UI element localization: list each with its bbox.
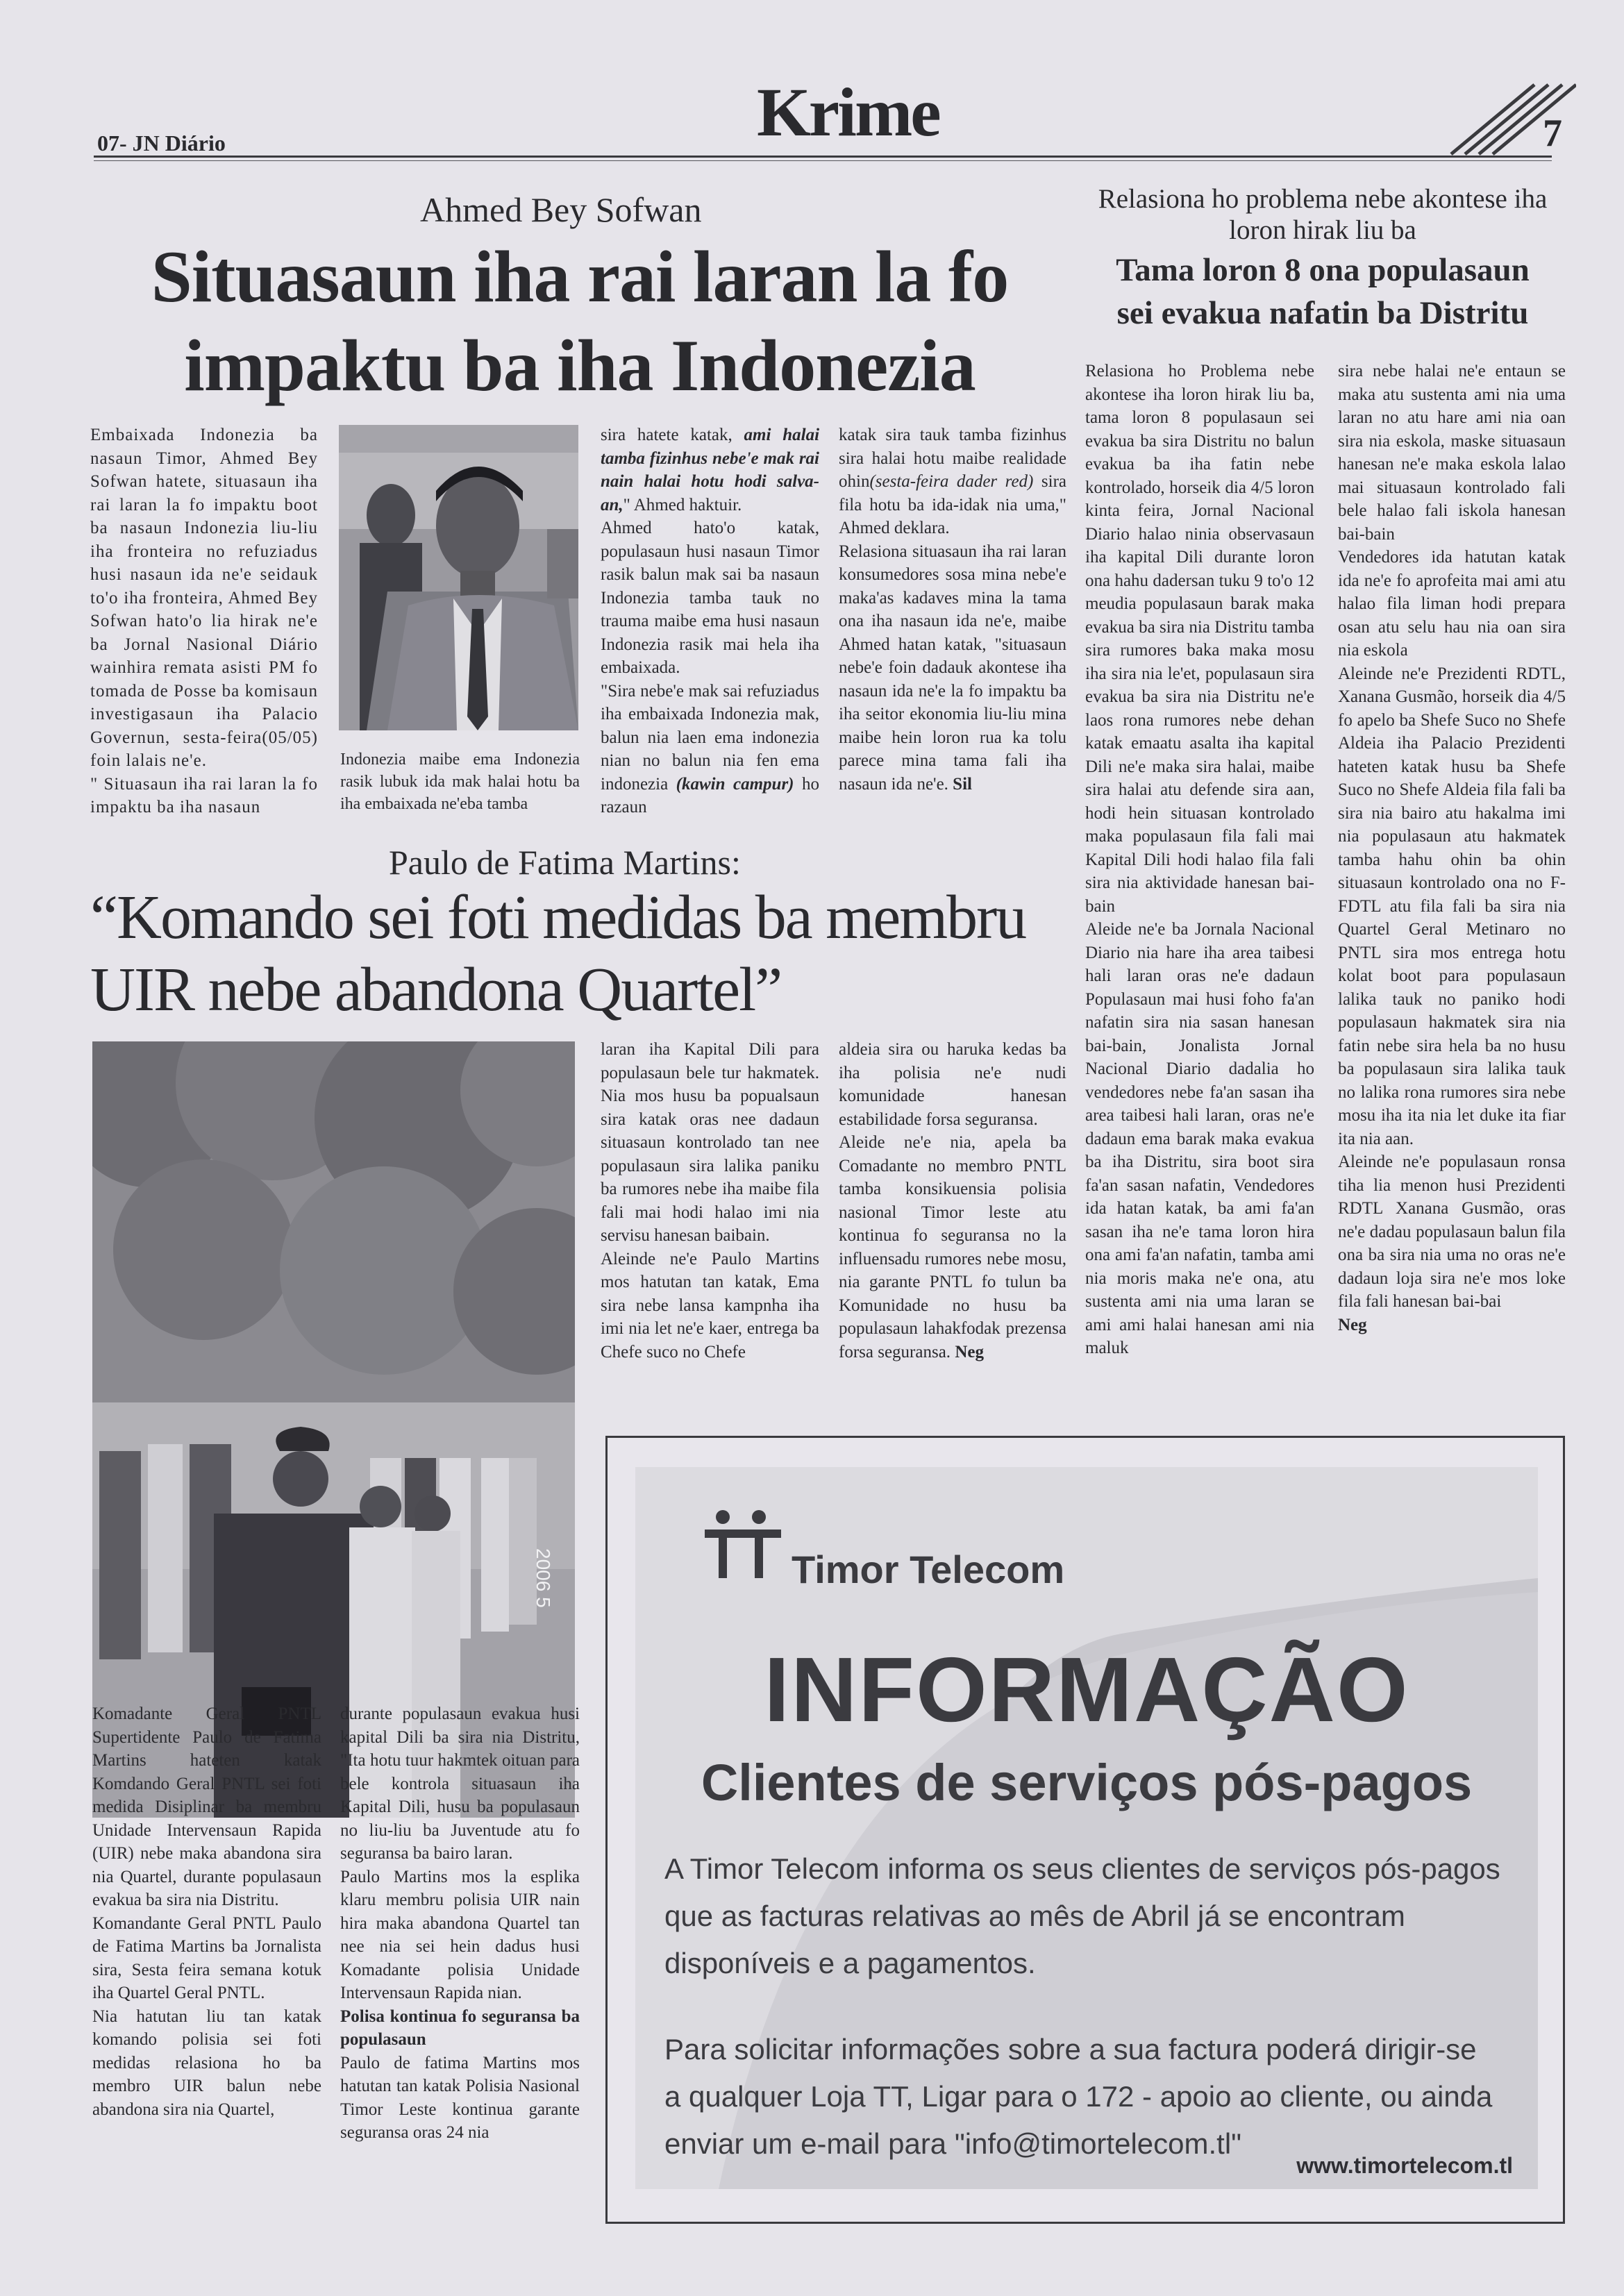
ambassador-photo bbox=[339, 425, 578, 730]
headline-line: sei evakua nafatin ba Distritu bbox=[1116, 295, 1529, 331]
paragraph bbox=[839, 540, 1066, 796]
issue-label: 07- JN Diário bbox=[97, 131, 226, 156]
headline-line: Tama loron 8 ona populasaun bbox=[1116, 252, 1530, 288]
text-run: "Sira nebe'e mak sai refuziadus iha embaixada Indonezia mak, balun nia laen ema indonezia nian no balun nia fen ema indonezia bbox=[601, 681, 819, 794]
paragraph: laran iha Kapital Dili para populasaun bele tur hakmatek. Nia mos husu ba popualsaun sira katak oras nee dadaun situasaun kontrolado tan nee populasaun sira lalika paniku ba rumores nebe iha maibe fila fali mai hodi halao imi nia servisu hanesan baibain. bbox=[601, 1040, 819, 1245]
ad-line: que as facturas relativas ao mês de Abril já se encontram bbox=[664, 1900, 1405, 1932]
paragraph: Relasiona ho Problema nebe akontese iha loron hirak liu ba, tama loron 8 populasaun sei evakua ba sira Distritu no balun evakua ba iha fatin nebe kontrolado, horseik dia 4/5 loron kinta feira, Jornal Nacional Diario halao ninia observasaun iha kapital Dili durante loron ona hahu dadersan tuku 9 to'o 12 meudia populasaun barak maka evakua ba sira nia Distritu tamba sira rumores baka maka mosu iha sira nia le'et, populasaun sira evakua ba sira nia Distritu ne'e laos rona rumores nebe dehan katak emaatu asalta iha kapital Dili ne'e maka sira halai, maibe sira halai atu defende sira aan, hodi hein situasan kontrolado maka populasaun fila fali mai Kapital Dili hodi halao fila fali sira nia aktividade hanesan bai-bain bbox=[1085, 362, 1314, 916]
ad-url[interactable]: www.timortelecom.tl bbox=[1296, 2153, 1513, 2178]
article-column bbox=[839, 1038, 1066, 1413]
ad-paragraph bbox=[664, 1845, 1525, 1987]
article-column bbox=[601, 1038, 819, 1413]
text-run: Relasiona situasaun iha rai laran konsumedores sosa mina nebe'e maka'as kadaves mina la tama ona iha nasaun ida ne'e, maibe Ahmed hatan katak, "situasaun nebe'e foin dadauk akontese iha nasaun ida ne'e la fo impaktu ba iha seitor ekonomia liu-liu mina maibe hein loron rua ka tolu parece mina tama fali iha nasaun ida ne'e. bbox=[839, 542, 1066, 794]
paragraph: Ahmed hato'o katak, populasaun husi nasaun Timor rasik balun mak sai ba nasaun Indonezia tamba tauk no trauma maibe ema husi nasaun Indonezia rasik mai hela iha embaixada. bbox=[601, 519, 819, 677]
headline-line: impaktu ba iha Indonezia bbox=[184, 325, 976, 406]
article-embassy bbox=[0, 0, 1083, 833]
author-initials: Sil bbox=[953, 774, 972, 794]
paragraph bbox=[601, 680, 819, 819]
paragraph: Paulo de fatima Martins mos hatutan tan katak Polisia Nasional Timor Leste kontinua garante seguransa oras 24 nia bbox=[340, 2053, 580, 2142]
article-column bbox=[92, 1702, 321, 2261]
paragraph: durante populasaun evakua husi kapital Dili ba sira nia Distritu, "Ita hotu tuur hakmtek oituan para bele kontrola situasaun iha Kapital Dili, husu ba populasaun no liu-liu ba Juventude atu fo seguransa ba bairo laran. bbox=[340, 1704, 580, 1863]
paragraph: Aleide ne'e ba Jornala Nacional Diario nia hare iha area taibesi hali laran oras ne'e dadaun Populasaun mai husi foho fa'an nafatin sira nia sasan hanesan bai-bain, Jonalista Jornal Nacional Diario dadalia ho vendedores nebe fa'an sasan iha area taibesi hali laran, oras ne'e dadaun ema barak maka evakua ba iha Distritu, sira boot sira fa'an sasan nafatin, Vendedores ida hatan katak, ba ami fa'an sasan iha ne'e tama loron hira ona ami fa'an nafatin, tamba ami nia moris maka ne'e ona, atu sustenta ami nia uma laran se ami ami halai hanesan ami nia maluk bbox=[1085, 920, 1314, 1357]
paragraph: sira nebe halai ne'e entaun se maka atu sustenta ami nia uma laran no atu hare ami nia oan sira nia eskola, maske situasaun hanesan ne'e maka eskola lalao mai situasaun kontrolado fali bele halao fali iskola hanesan bai-bain bbox=[1338, 362, 1566, 544]
ad-title: INFORMAÇÃO bbox=[764, 1639, 1409, 1741]
ad-line: A Timor Telecom informa os seus clientes de serviços pós-pagos bbox=[664, 1852, 1500, 1885]
photo-illustration bbox=[92, 1041, 575, 1818]
paragraph: Aleinde ne'e Prezidenti RDTL, Xanana Gusmão, horseik dia 4/5 fo apelo ba Shefe Suco no Shefe Aldeia iha Palacio Prezidenti hateten katak husu ba Shefe Suco no Shefe Aldeia fila fali ba sira nia bairo atu hakalma imi nia populasaun atu hakmatek tamba hahu ohin ba ohin situasaun kontrolado ona no F-FDTL atu fila fali ba sira nia Quartel Geral Metinaro no PNTL sira mos entrega hotu kolat boot para populasaun lalika tauk no paniko hodi populasaun hakmatek sira nia fatin nebe sira hela ba no husu ba populasaun sira lalika tauk no lalika rona rumores sira nebe mosu iha ita nia let duke ita fiar ita nia aan. bbox=[1338, 664, 1566, 1148]
emphasis-note: (sesta-feira dader red) bbox=[869, 472, 1034, 491]
paragraph: Paulo Martins mos la esplika klaru membru polisia UIR nain hira maka abandona Quartel tan nee nia sei hein dadus husi Komadante polisia Unidade Intervensaun Rapida nian. bbox=[340, 1867, 580, 2002]
paragraph: aldeia sira ou haruka kedas ba iha polisia ne'e nudi komunidade hanesan estabilidade forsa seguransa. bbox=[839, 1040, 1066, 1129]
article-kicker: Ahmed Bey Sofwan bbox=[420, 190, 702, 229]
article-column bbox=[1085, 360, 1314, 1602]
text-run: sira fila hotu ba ida-idak nia uma," Ahmed deklara. bbox=[839, 472, 1066, 537]
article-headline bbox=[90, 882, 1083, 1026]
emphasis-term: (kawin campur) bbox=[676, 774, 794, 794]
article-headline bbox=[1080, 249, 1566, 335]
text-run: " Ahmed haktuir. bbox=[623, 495, 742, 514]
ad-line: a qualquer Loja TT, Ligar para o 172 - apoio ao cliente, ou ainda bbox=[664, 2080, 1493, 2113]
text-run: ho razaun bbox=[601, 774, 819, 816]
text-run: Aleide ne'e nia, apela ba Comadante no membro PNTL tamba konsikuensia polisia nasional Timor leste atu kontinua fo seguransa no la influensadu rumores nebe mosu, nia garante PNTL fo tulun ba Komunidade no husu ba populasaun lahakfodak prezensa forsa seguransa. bbox=[839, 1133, 1066, 1361]
article-evacuation bbox=[1080, 167, 1566, 1437]
tt-logo-icon bbox=[698, 1502, 788, 1585]
paragraph: " Situasaun iha rai laran la fo impaktu ba iha nasaun bbox=[90, 774, 318, 816]
section-title: Krime bbox=[757, 74, 939, 151]
photo-caption: Indonezia maibe ema Indonezia rasik lubuk ida mak halai hotu ba iha embaixada ne'eba tamba bbox=[340, 751, 580, 813]
page-number: 7 bbox=[1543, 112, 1562, 155]
article-column bbox=[601, 424, 819, 819]
article-column bbox=[340, 1702, 580, 2261]
ad-line: Para solicitar informações sobre a sua factura poderá dirigir-se bbox=[664, 2033, 1477, 2065]
headline-line: UIR nebe abandona Quartel” bbox=[90, 955, 782, 1024]
ad-line: disponíveis e a pagamentos. bbox=[664, 1947, 1036, 1979]
paragraph bbox=[601, 424, 819, 517]
article-column bbox=[1338, 360, 1566, 1602]
article-kicker bbox=[1080, 183, 1566, 246]
paragraph: Embaixada Indonezia ba nasaun Timor, Ahmed Bey Sofwan hatete, situasaun iha rai laran la fo impaktu boot ba nasaun Indonezia liu-liu iha fronteira no refuziadus husi nasaun ida ne'e seidauk to'o iha fronteira, Ahmed Bey Sofwan hato'o lia hirak ne'e ba Jornal Nasional Diário wainhira remata asisti PM fo tomada de Posse ba komisaun investigasaun iha Palacio Governun, sesta-feira(05/05) foin lalais ne'e. bbox=[90, 426, 318, 770]
headline-line: “Komando sei foti medidas ba membru bbox=[90, 883, 1026, 952]
police-photo bbox=[92, 1041, 575, 1818]
article-column bbox=[90, 424, 318, 819]
paragraph: Komandante Geral PNTL Paulo de Fatima Martins ba Jornalista sira, Sesta feira semana kotuk iha Quartel Geral PNTL. bbox=[92, 1913, 321, 2002]
photo-illustration bbox=[339, 425, 578, 730]
paragraph: Vendedores ida hatutan katak ida ne'e fo aprofeita mai ami atu halao fila liman hodi prepara osan atu selu hau nia oan sira nia eskola bbox=[1338, 548, 1566, 660]
article-headline bbox=[83, 233, 1076, 410]
author-initials: Neg bbox=[1338, 1315, 1367, 1334]
emphasis-quote: ami halai tamba fizinhus nebe'e mak rai nain halai hotu hodi salva-an, bbox=[601, 426, 819, 514]
ad-paragraph bbox=[664, 2026, 1525, 2168]
text-run: sira hatete katak, bbox=[601, 426, 733, 444]
article-column bbox=[839, 424, 1066, 819]
paragraph: Nia hatutan liu tan katak komando polisia sei foti medidas relasiona ho ba membro UIR balun nebe abandona sira nia Quartel, bbox=[92, 2006, 321, 2119]
ad-subtitle: Clientes de serviços pós-pagos bbox=[701, 1754, 1473, 1811]
timor-telecom-ad bbox=[605, 1436, 1565, 2224]
kicker-line: Relasiona ho problema nebe akontese iha bbox=[1098, 184, 1548, 214]
kicker-line: loron hirak liu ba bbox=[1229, 215, 1416, 245]
paragraph bbox=[839, 424, 1066, 540]
author-initials: Neg bbox=[955, 1342, 984, 1361]
text-run: katak sira tauk tamba fizinhus sira halai hotu maibe realidade ohin bbox=[839, 426, 1066, 491]
paragraph: Komadante Geral PNTL Supertidente Paulo de Fatima Martins hateten katak Komdando Geral PNTL sei foti medida Disiplinar ba membru Unidade Intervensaun Rapida (UIR) nebe maka abandona sira nia Quartel, durante populasaun evakua ba sira nia Distritu. bbox=[92, 1704, 321, 1909]
subheading: Polisa kontinua fo seguransa ba populasaun bbox=[340, 2006, 580, 2049]
article-kicker: Paulo de Fatima Martins: bbox=[389, 843, 741, 882]
photo-date-stamp: 2006 5 bbox=[533, 1548, 554, 1608]
paragraph: Aleinde ne'e Paulo Martins mos hatutan tan katak, Ema sira nebe lansa kampnha iha imi nia let ne'e kaer, entrega ba Chefe suco no Chefe bbox=[601, 1249, 819, 1361]
paragraph bbox=[839, 1131, 1066, 1364]
ad-brand: Timor Telecom bbox=[792, 1548, 1065, 1591]
ad-line: enviar um e-mail para "info@timortelecom.tl" bbox=[664, 2127, 1242, 2160]
paragraph: Aleinde ne'e populasaun ronsa tiha lia menon husi Prezidenti RDTL Xanana Gusmão, oras ne'e dadau populasaun balun fila ona ba sira nia uma no oras ne'e dadaun loja sira ne'e mos loke fila fali hanesan bai-bai bbox=[1338, 1153, 1566, 1311]
ad-panel bbox=[635, 1467, 1538, 2189]
headline-line: Situasaun iha rai laran la fo bbox=[151, 236, 1009, 317]
